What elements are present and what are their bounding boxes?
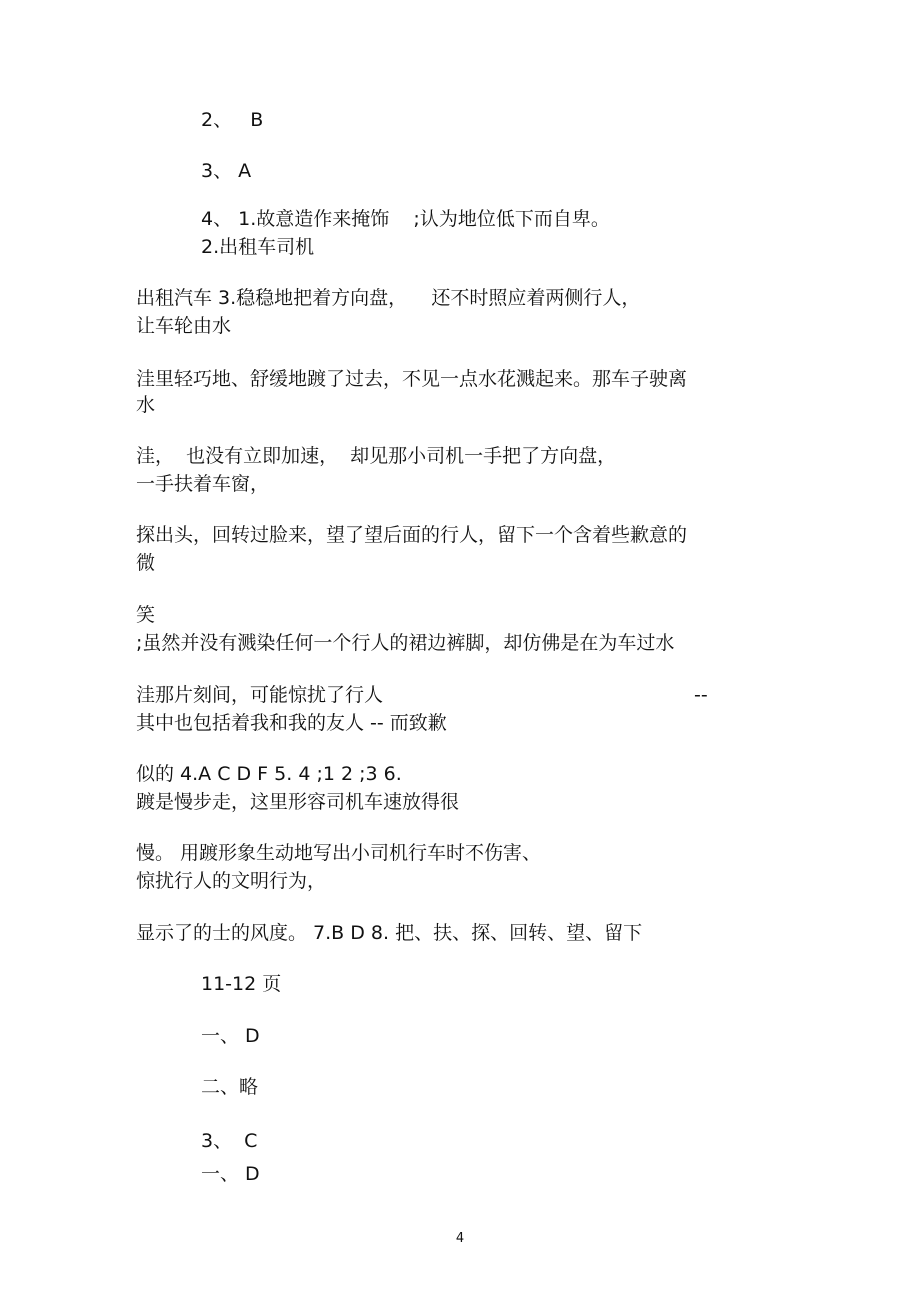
answer-paragraph-line: 惊扰行人的文明行为，	[136, 870, 327, 892]
answer-one-repeat: 一、 D	[201, 1163, 260, 1185]
answer-paragraph-line: 水	[136, 394, 156, 416]
answer-paragraph-line: 洼里轻巧地、舒缓地踱了过去，不见一点水花溅起来。那车子驶离	[136, 368, 688, 390]
answer-paragraph-line: 一手扶着车窗，	[136, 473, 270, 495]
answer-3: 3、 A	[201, 160, 252, 182]
answer-paragraph-line: 显示了的士的风度。 7.B D 8. 把、扶、探、回转、望、留下	[136, 922, 643, 944]
answer-two: 二、略	[201, 1076, 259, 1098]
answer-paragraph-line: 出租汽车 3.稳稳地把着方向盘， 还不时照应着两侧行人，	[136, 287, 641, 309]
answer-paragraph-line: ;虽然并没有溅染任何一个行人的裙边裤脚，却仿佛是在为车过水	[136, 632, 675, 654]
answer-paragraph-line: 笑	[136, 604, 156, 626]
answer-three: 3、 C	[201, 1130, 258, 1152]
answer-paragraph-line: 探出头，回转过脸来，望了望后面的行人，留下一个含着些歉意的	[136, 524, 688, 546]
answer-paragraph-line: 洼那片刻间，可能惊扰了行人	[136, 684, 384, 706]
answer-paragraph-line: 微	[136, 552, 156, 574]
answer-4-item-2: 2.出租车司机	[201, 236, 315, 258]
answer-paragraph-line: 踱是慢步走，这里形容司机车速放得很	[136, 791, 460, 813]
section-heading: 11-12 页	[201, 973, 282, 995]
answer-paragraph-line: 让车轮由水	[136, 315, 232, 337]
answer-paragraph-line: 其中也包括着我和我的友人 -- 而致歉	[136, 712, 447, 734]
answer-one: 一、 D	[201, 1025, 260, 1047]
answer-paragraph-line: 慢。 用踱形象生动地写出小司机行车时不伤害、	[136, 842, 542, 864]
answer-paragraph-line: 似的 4.A C D F 5. 4 ;1 2 ;3 6.	[136, 763, 402, 785]
answer-4-item-1: 4、 1.故意造作来掩饰 ;认为地位低下而自卑。	[201, 208, 610, 230]
page-number: 4	[455, 1231, 465, 1246]
answer-paragraph-line: 洼， 也没有立即加速， 却见那小司机一手把了方向盘，	[136, 445, 617, 467]
answer-paragraph-dash: --	[694, 684, 708, 706]
answer-2: 2、 B	[201, 109, 264, 131]
